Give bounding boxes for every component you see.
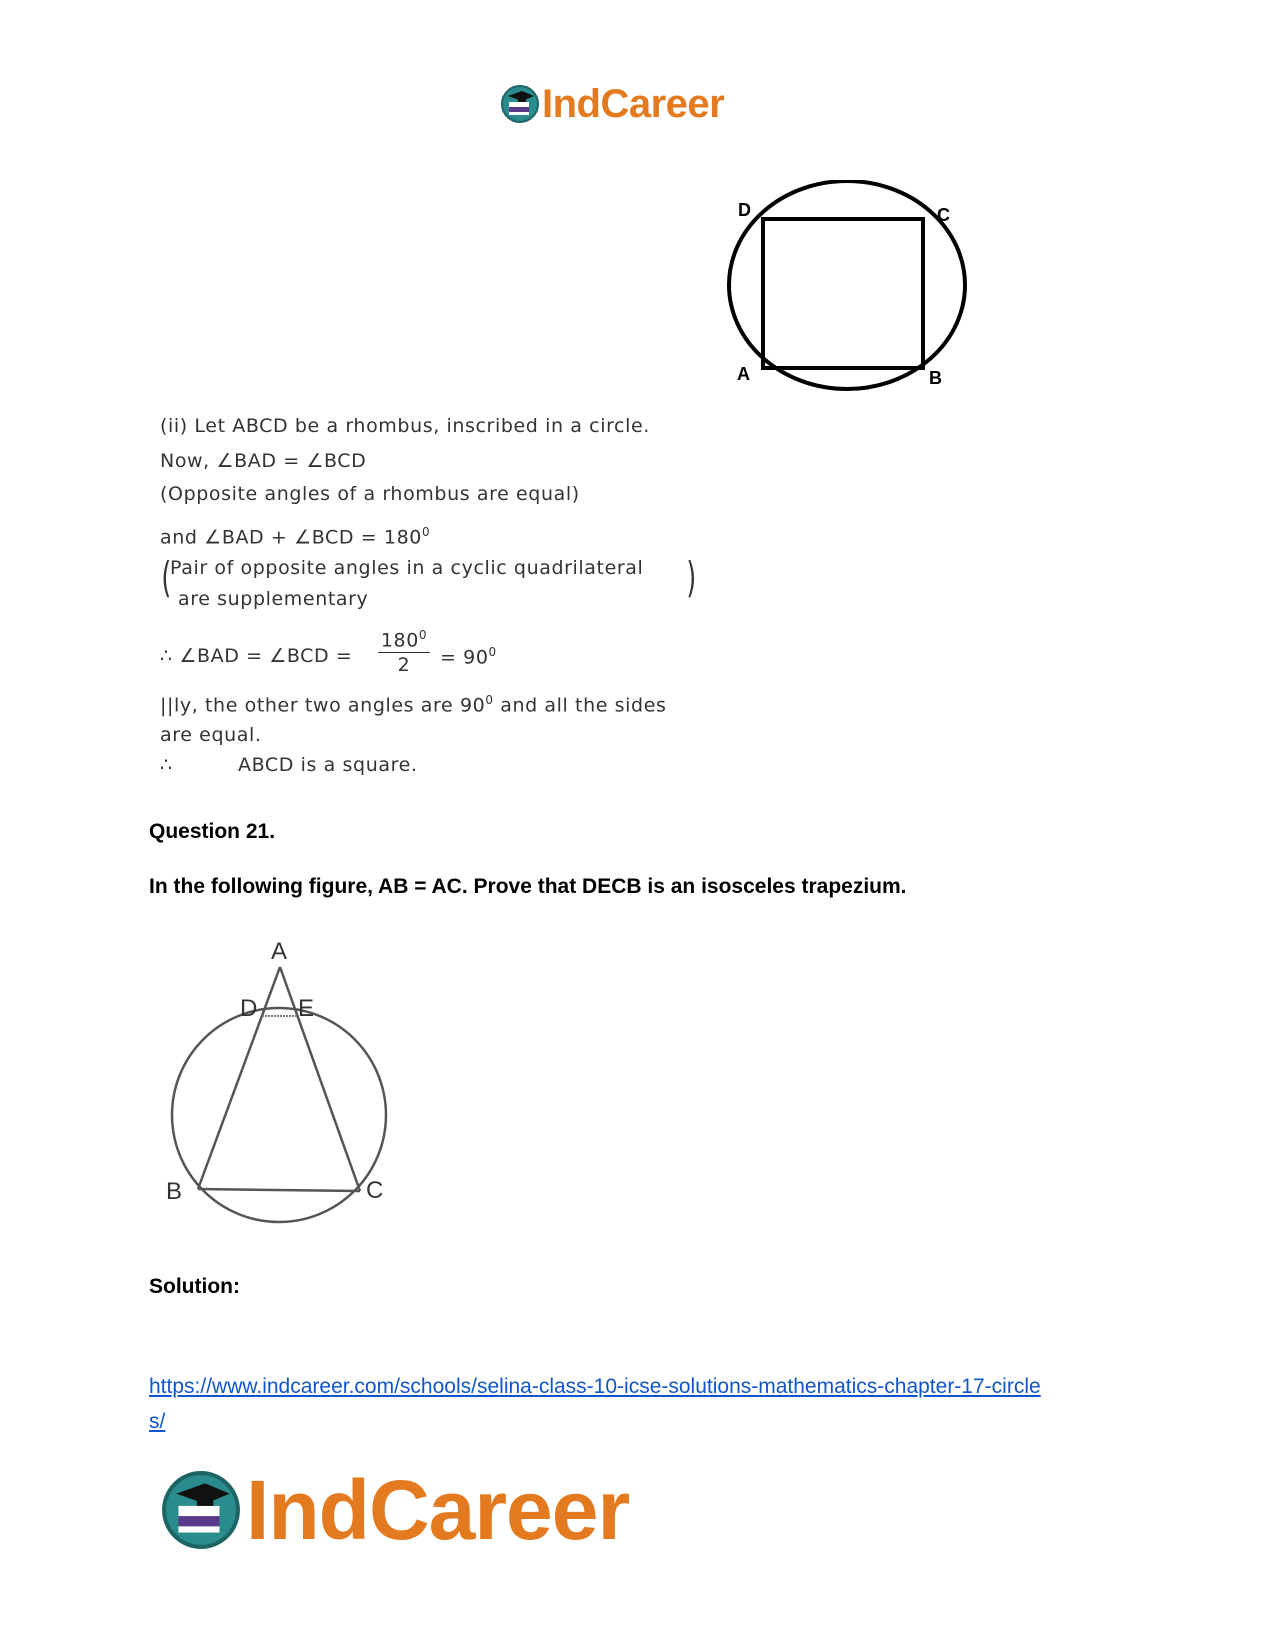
fraction-numerator: $180^0$ (378, 628, 430, 653)
sol-line-3: (Opposite angles of a rhombus are equal) (160, 483, 580, 505)
sol-line-7-a: ||ly, the other two angles are 90 (160, 694, 486, 717)
left-paren: ( (161, 553, 172, 602)
right-paren: ) (686, 553, 697, 602)
globe-book-icon (160, 1469, 242, 1551)
label-d: D (738, 200, 751, 220)
degree-sup: 0 (421, 525, 431, 539)
label-a-2: A (271, 938, 288, 965)
sol-line-7 (160, 693, 667, 716)
triangle-circle-figure (150, 925, 410, 1245)
solution-heading: Solution: (149, 1275, 240, 1298)
equals-90: = 90 (440, 646, 489, 669)
sol-line-9: ABCD is a square. (238, 754, 418, 776)
sol-line-2: Now, ∠BAD = ∠BCD (160, 450, 367, 472)
question-text: In the following figure, AB = AC. Prove that DECB is an isosceles trapezium. (149, 875, 907, 898)
label-c-2: C (366, 1177, 384, 1204)
source-link-line1[interactable]: https://www.indcareer.com/schools/selina-class-10-icse-solutions-mathematics-chapter-17-circle (149, 1375, 1041, 1398)
label-b: B (929, 368, 942, 388)
sol-line-4 (160, 525, 430, 548)
degree-sup-3: 0 (485, 693, 494, 707)
footer-logo (160, 1462, 630, 1557)
logo-wordmark: IndCareer (542, 81, 725, 126)
sol-line-5b: are supplementary (178, 588, 369, 610)
question-heading: Question 21. (149, 820, 276, 843)
side-ac (280, 967, 360, 1191)
sol-line-5a: Pair of opposite angles in a cyclic quadrilateral (170, 557, 644, 579)
fraction-denominator: 2 (397, 654, 411, 677)
globe-book-icon (500, 84, 540, 124)
source-link-line2[interactable]: s/ (149, 1410, 166, 1433)
sol-line-9-symbol: ∴ (160, 754, 173, 776)
label-b-2: B (166, 1178, 183, 1205)
sol-line-1: (ii) Let ABCD be a rhombus, inscribed in a circle. (160, 415, 650, 437)
logo-wordmark: IndCareer (246, 1462, 630, 1557)
degree-sup-2: 0 (488, 645, 497, 659)
side-ab (198, 967, 280, 1189)
side-bc (198, 1189, 360, 1191)
sol-line-7-b: and all the sides (493, 694, 667, 717)
label-e-2: E (298, 995, 315, 1022)
label-a: A (737, 364, 750, 384)
sol-line-8: are equal. (160, 724, 262, 746)
sol-line-4-text: and ∠BAD + ∠BCD = 180 (160, 526, 422, 549)
sol-line-6-prefix: ∴ ∠BAD = ∠BCD = (160, 645, 353, 667)
sol-line-6-suffix (440, 645, 497, 668)
label-d-2: D (240, 995, 258, 1022)
square-abcd (763, 219, 923, 368)
header-logo (500, 80, 724, 128)
label-c: C (937, 205, 950, 225)
square-in-circle-figure (715, 180, 975, 410)
fraction-180-over-2 (378, 628, 430, 676)
